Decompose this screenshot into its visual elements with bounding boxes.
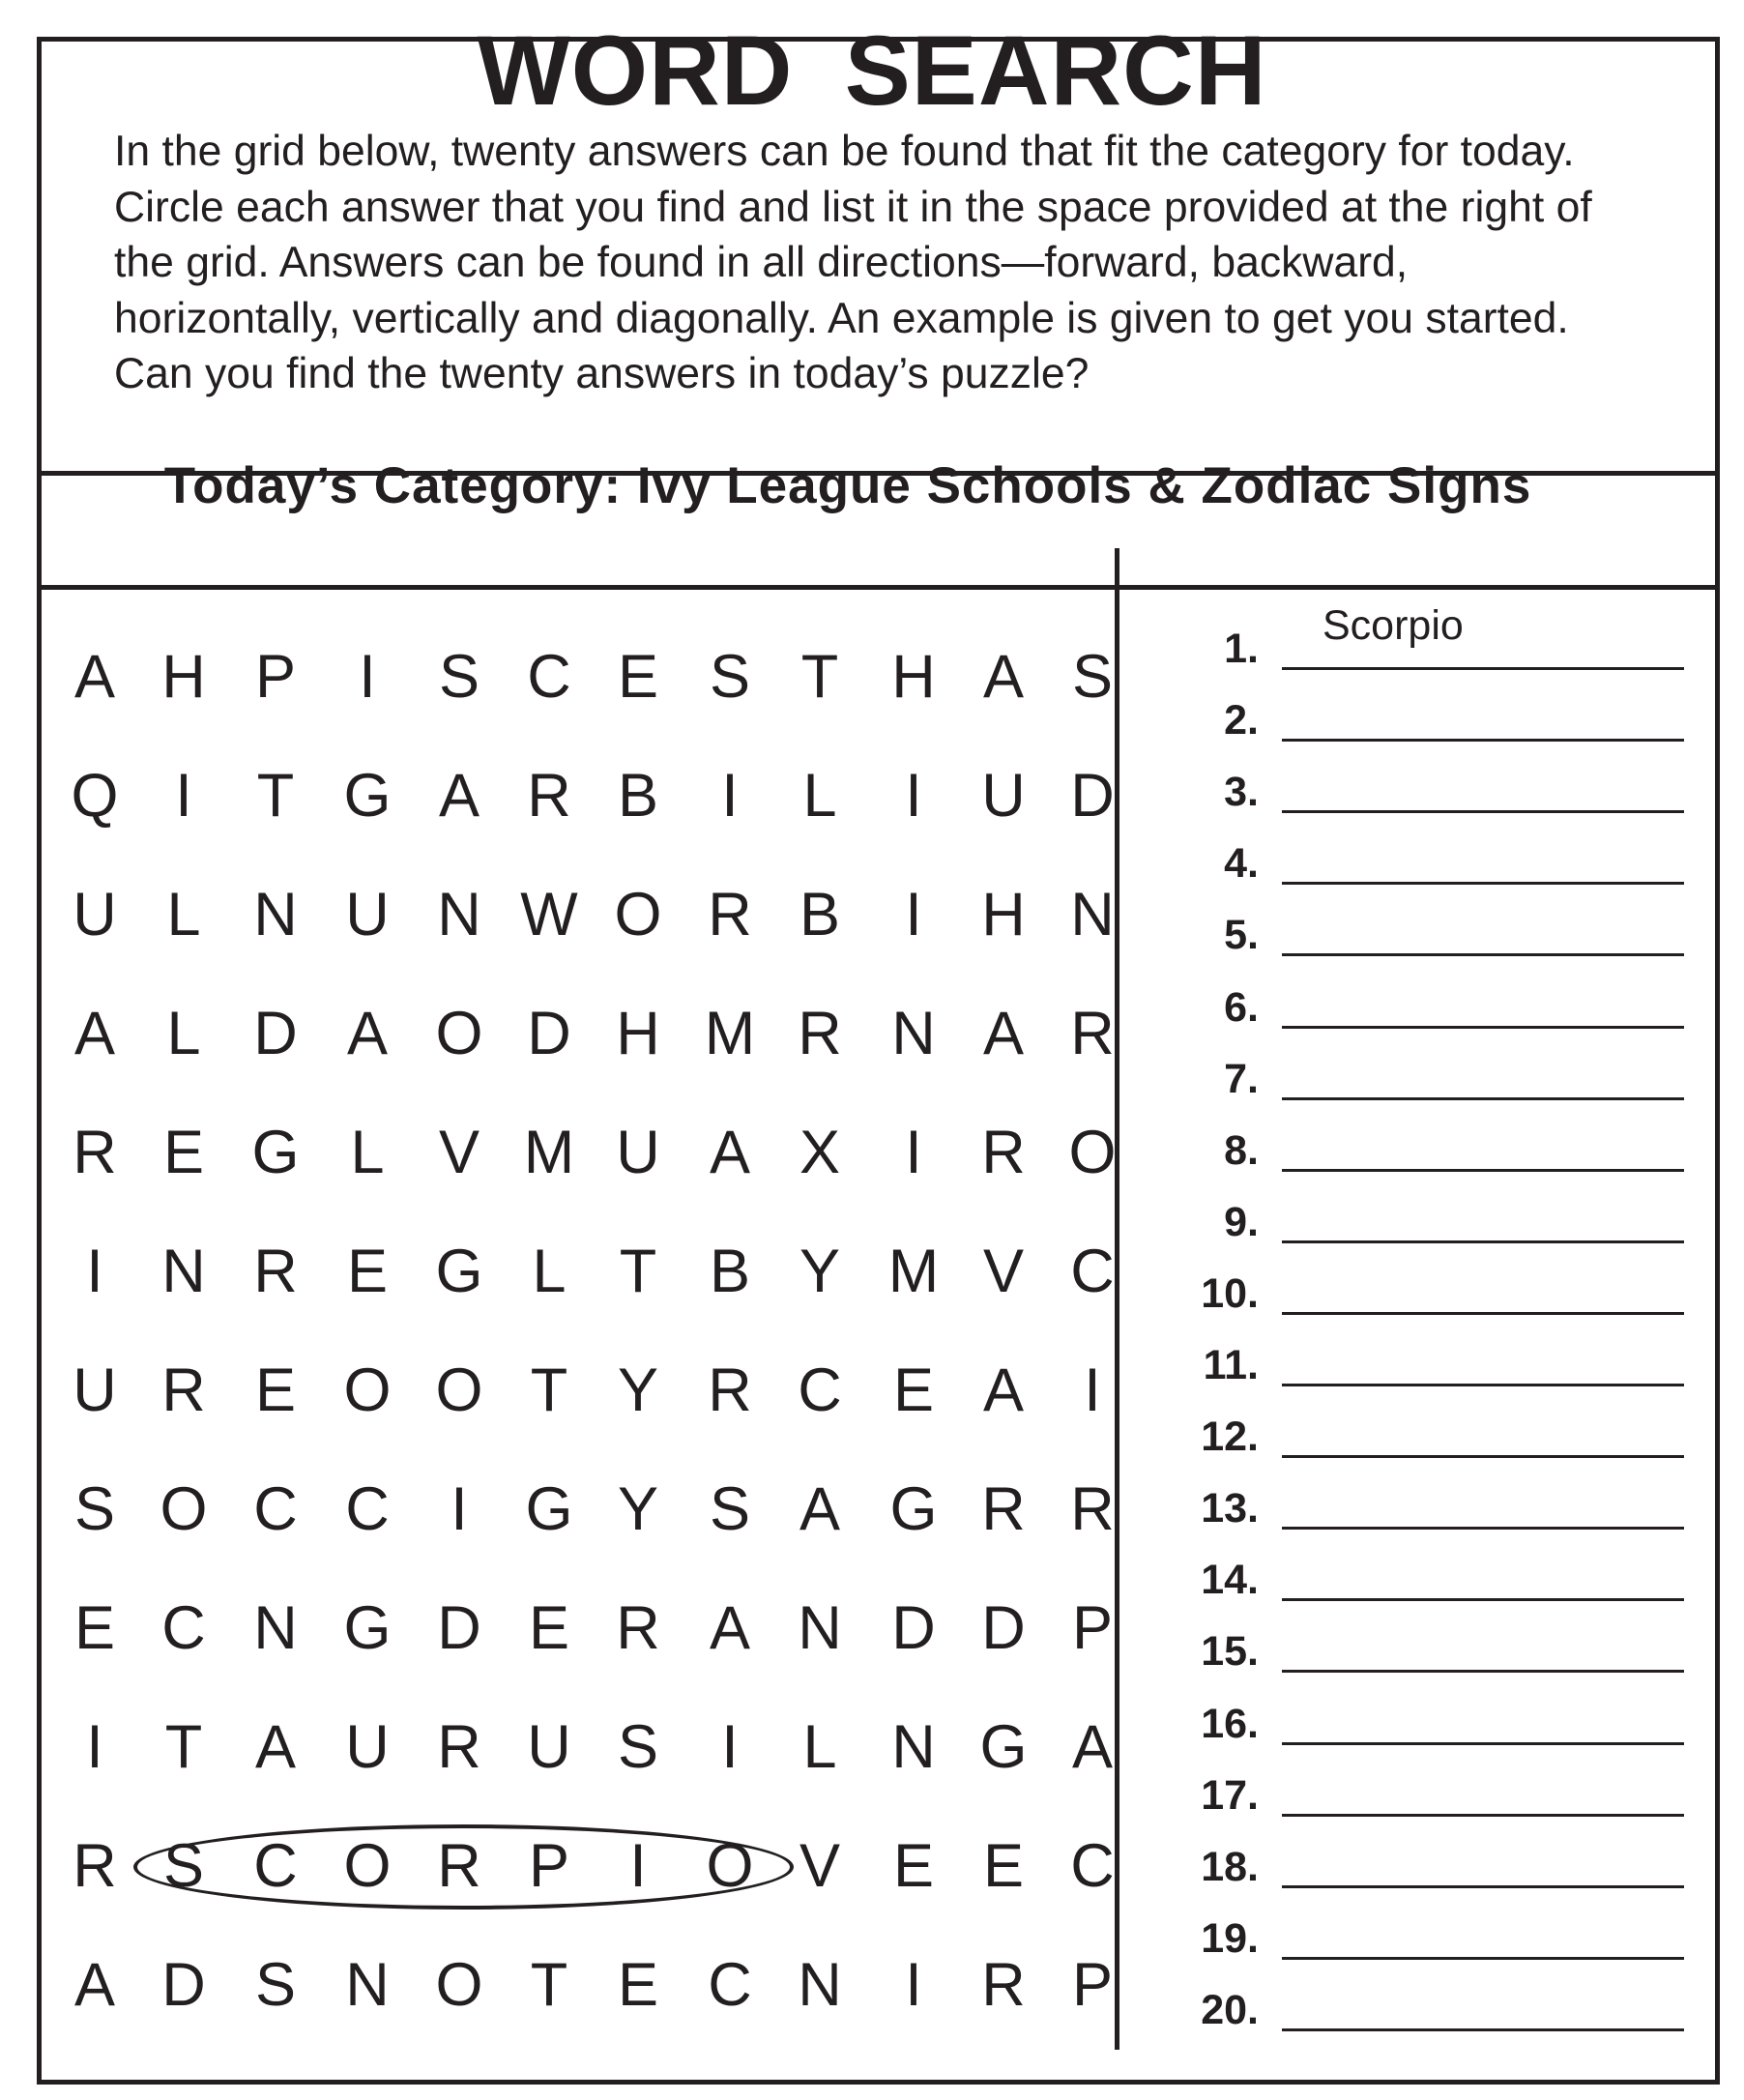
grid-letter[interactable]: D (437, 1594, 481, 1662)
grid-letter[interactable]: L (802, 1713, 837, 1781)
grid-letter[interactable]: L (350, 1119, 385, 1186)
grid-letter[interactable]: R (161, 1356, 206, 1424)
grid-letter[interactable]: S (73, 1475, 116, 1543)
grid-letter[interactable]: Y (617, 1356, 659, 1424)
grid-letter[interactable]: A (438, 762, 480, 830)
grid-letter[interactable]: M (887, 1238, 940, 1305)
grid-letter[interactable]: E (892, 1356, 935, 1424)
grid-letter[interactable]: G (251, 1119, 300, 1186)
grid-letter[interactable]: A (73, 1000, 116, 1067)
grid-letter[interactable]: O (343, 1356, 392, 1424)
grid-letter[interactable]: L (532, 1238, 567, 1305)
answer-line[interactable] (1282, 1169, 1684, 1172)
grid-letter[interactable]: R (798, 1000, 842, 1067)
grid-letter[interactable]: N (253, 1594, 298, 1662)
grid-letter[interactable]: N (161, 1238, 206, 1305)
answer-number: 12. (1201, 1414, 1259, 1461)
grid-letter[interactable]: E (73, 1594, 116, 1662)
grid-letter[interactable]: S (709, 1475, 751, 1543)
answer-line[interactable] (1282, 739, 1684, 742)
grid-letter[interactable]: R (616, 1594, 660, 1662)
answer-number: 13. (1201, 1485, 1259, 1532)
grid-letter[interactable]: U (73, 881, 117, 948)
grid-letter[interactable]: I (451, 1475, 468, 1543)
grid-letter[interactable]: R (1070, 1000, 1115, 1067)
grid-letter[interactable]: S (709, 643, 751, 711)
answer-number: 16. (1201, 1700, 1259, 1747)
grid-letter[interactable]: A (799, 1475, 841, 1543)
grid-letter[interactable]: W (520, 881, 578, 948)
grid-letter[interactable]: O (706, 1832, 754, 1900)
grid-letter[interactable]: R (437, 1713, 481, 1781)
grid-letter[interactable]: S (254, 1951, 297, 2019)
grid-letter[interactable]: I (905, 1951, 922, 2019)
grid-letter[interactable]: D (1070, 762, 1115, 830)
grid-letter[interactable]: A (346, 1000, 389, 1067)
grid-letter[interactable]: A (982, 1356, 1025, 1424)
grid-letter[interactable]: I (721, 762, 739, 830)
grid-letter[interactable]: C (253, 1832, 298, 1900)
grid-letter[interactable]: M (523, 1119, 575, 1186)
answer-number: 8. (1224, 1126, 1259, 1174)
grid-letter[interactable]: I (905, 762, 922, 830)
answer-number: 2. (1224, 697, 1259, 744)
grid-letter[interactable]: M (704, 1000, 756, 1067)
grid-letter[interactable]: I (1084, 1356, 1101, 1424)
answer-line[interactable] (1282, 953, 1684, 956)
grid-letter[interactable]: N (253, 881, 298, 948)
grid-letter[interactable]: T (256, 762, 295, 830)
answer-line[interactable] (1282, 810, 1684, 813)
grid-letter[interactable]: N (345, 1951, 390, 2019)
answer-line[interactable] (1282, 1814, 1684, 1817)
answer-line[interactable] (1282, 1598, 1684, 1601)
answer-line[interactable] (1282, 1885, 1684, 1888)
answer-number: 7. (1224, 1055, 1259, 1102)
grid-letter[interactable]: U (616, 1119, 660, 1186)
grid-letter[interactable]: R (527, 762, 571, 830)
grid-letter[interactable]: R (253, 1238, 298, 1305)
grid-letter[interactable]: O (435, 1356, 483, 1424)
grid-letter[interactable]: A (1071, 1713, 1114, 1781)
grid-letter[interactable]: V (799, 1832, 841, 1900)
grid-letter[interactable]: I (175, 762, 192, 830)
grid-letter[interactable]: G (343, 762, 392, 830)
grid-letter[interactable]: A (254, 1713, 297, 1781)
answer-number: 19. (1201, 1914, 1259, 1962)
answer-line[interactable] (1282, 882, 1684, 885)
grid-letter[interactable]: P (1071, 1594, 1114, 1662)
grid-letter[interactable]: R (1070, 1475, 1115, 1543)
grid-letter[interactable]: I (359, 643, 376, 711)
grid-letter[interactable]: B (617, 762, 659, 830)
answer-line[interactable] (1282, 1097, 1684, 1100)
grid-letter[interactable]: R (73, 1119, 117, 1186)
grid-letter[interactable]: P (254, 643, 297, 711)
puzzle-title: WORD SEARCH (477, 15, 1267, 126)
grid-letter[interactable]: I (86, 1713, 103, 1781)
grid-letter[interactable]: R (73, 1832, 117, 1900)
grid-letter[interactable]: H (981, 881, 1026, 948)
grid-letter[interactable]: D (253, 1000, 298, 1067)
grid-letter[interactable]: I (721, 1713, 739, 1781)
grid-letter[interactable]: G (525, 1475, 573, 1543)
grid-letter[interactable]: G (979, 1713, 1028, 1781)
grid-letter[interactable]: O (343, 1832, 392, 1900)
grid-letter[interactable]: E (892, 1832, 935, 1900)
grid-letter[interactable]: E (346, 1238, 389, 1305)
grid-letter[interactable]: C (527, 643, 571, 711)
grid-letter[interactable]: T (530, 1356, 568, 1424)
grid-letter[interactable]: A (73, 643, 116, 711)
answer-number: 9. (1224, 1198, 1259, 1245)
grid-letter[interactable]: T (164, 1713, 203, 1781)
grid-letter[interactable]: U (345, 1713, 390, 1781)
answer-line[interactable] (1282, 1957, 1684, 1960)
grid-letter[interactable]: A (709, 1119, 751, 1186)
answer-number: 3. (1224, 769, 1259, 816)
answer-line[interactable] (1282, 1670, 1684, 1673)
grid-letter[interactable]: V (982, 1238, 1025, 1305)
grid-letter[interactable]: U (527, 1713, 571, 1781)
answer-number: 11. (1203, 1342, 1259, 1388)
grid-letter[interactable]: E (162, 1119, 205, 1186)
answer-line[interactable] (1282, 1240, 1684, 1243)
grid-letter[interactable]: G (435, 1238, 483, 1305)
grid-letter[interactable]: B (799, 881, 841, 948)
grid-letter[interactable]: S (162, 1832, 205, 1900)
grid-letter[interactable]: E (528, 1594, 570, 1662)
grid-letter[interactable]: E (982, 1832, 1025, 1900)
grid-letter[interactable]: N (798, 1951, 842, 2019)
answer-number: 20. (1201, 1986, 1259, 2033)
example-answer-circle (133, 1824, 794, 1910)
grid-letter[interactable]: N (437, 881, 481, 948)
grid-letter[interactable]: R (708, 881, 752, 948)
instructions-text: In the grid below, twenty answers can be found that fit the category for today. Circle each answer that you find and list it in the space provided at the right of the grid. Answers can be found in all directions—forward, backward, horizontally, vertically and diagonally. An example is given to get you started. Can you find the twenty answers in today’s puzzle? (114, 128, 1592, 397)
grid-letter[interactable]: R (981, 1119, 1026, 1186)
grid-letter[interactable]: E (617, 1951, 659, 2019)
grid-letter[interactable]: U (981, 762, 1026, 830)
grid-letter[interactable]: C (253, 1475, 298, 1543)
grid-letter[interactable]: T (800, 643, 839, 711)
grid-letter[interactable]: S (617, 1713, 659, 1781)
grid-letter[interactable]: O (435, 1951, 483, 2019)
answer-line[interactable] (1282, 1455, 1684, 1458)
grid-letter[interactable]: A (982, 1000, 1025, 1067)
grid-letter[interactable]: I (86, 1238, 103, 1305)
grid-letter[interactable]: G (343, 1594, 392, 1662)
grid-letter[interactable]: L (802, 762, 837, 830)
grid-letter[interactable]: O (160, 1475, 208, 1543)
answer-number: 15. (1201, 1628, 1259, 1676)
grid-letter[interactable]: H (891, 643, 936, 711)
grid-letter[interactable]: Y (799, 1238, 841, 1305)
divider-category (42, 585, 1715, 590)
answer-line[interactable] (1282, 1742, 1684, 1745)
grid-letter[interactable]: C (161, 1594, 206, 1662)
answer-number: 5. (1224, 912, 1259, 959)
answer-line[interactable] (1282, 1312, 1684, 1315)
answer-text: Scorpio (1323, 602, 1464, 649)
answer-line[interactable] (1282, 1384, 1684, 1386)
grid-letter[interactable]: A (709, 1594, 751, 1662)
grid-letter[interactable]: R (437, 1832, 481, 1900)
grid-letter[interactable]: T (619, 1238, 657, 1305)
answer-number: 1. (1224, 626, 1259, 672)
grid-letter[interactable]: A (73, 1951, 116, 2019)
grid-letter[interactable]: A (982, 643, 1025, 711)
grid-letter[interactable]: V (438, 1119, 480, 1186)
grid-letter[interactable]: N (1070, 881, 1115, 948)
grid-letter[interactable]: E (617, 643, 659, 711)
grid-letter[interactable]: S (438, 643, 480, 711)
grid-letter[interactable]: R (708, 1356, 752, 1424)
grid-letter[interactable]: D (981, 1594, 1026, 1662)
grid-letter[interactable]: I (629, 1832, 647, 1900)
grid-letter[interactable]: C (798, 1356, 842, 1424)
grid-letter[interactable]: N (891, 1000, 936, 1067)
grid-letter[interactable]: D (891, 1594, 936, 1662)
grid-letter[interactable]: I (905, 881, 922, 948)
grid-letter[interactable]: T (530, 1951, 568, 2019)
grid-letter[interactable]: E (254, 1356, 297, 1424)
grid-letter[interactable]: O (435, 1000, 483, 1067)
grid-letter[interactable]: X (799, 1119, 841, 1186)
grid-letter[interactable]: H (161, 643, 206, 711)
category-label: Today’s Category: Ivy League Schools & Zodiac Signs (163, 457, 1532, 514)
answer-line[interactable] (1282, 667, 1684, 670)
grid-letter[interactable]: C (708, 1951, 752, 2019)
answer-line[interactable] (1282, 2028, 1684, 2031)
grid-letter[interactable]: P (528, 1832, 570, 1900)
answer-number: 14. (1201, 1557, 1259, 1604)
grid-letter[interactable]: P (1071, 1951, 1114, 2019)
grid-letter[interactable]: C (345, 1475, 390, 1543)
answer-number: 4. (1224, 840, 1259, 888)
grid-letter[interactable]: L (166, 1000, 201, 1067)
grid-letter[interactable]: S (1071, 643, 1114, 711)
grid-letter[interactable]: O (1068, 1119, 1117, 1186)
grid-letter[interactable]: U (345, 881, 390, 948)
grid-letter[interactable]: D (527, 1000, 571, 1067)
grid-letter[interactable]: U (73, 1356, 117, 1424)
grid-letter[interactable]: H (616, 1000, 660, 1067)
grid-letter[interactable]: L (166, 881, 201, 948)
grid-letter[interactable]: Y (617, 1475, 659, 1543)
grid-letter[interactable]: N (798, 1594, 842, 1662)
grid-letter[interactable]: N (891, 1713, 936, 1781)
answer-line[interactable] (1282, 1527, 1684, 1530)
grid-letter[interactable]: C (1070, 1832, 1115, 1900)
answer-line[interactable] (1282, 1026, 1684, 1029)
grid-letter[interactable]: G (889, 1475, 938, 1543)
answer-number: 17. (1201, 1771, 1259, 1819)
grid-letter[interactable]: B (709, 1238, 751, 1305)
answer-number: 10. (1201, 1269, 1259, 1317)
grid-letter[interactable]: D (161, 1951, 206, 2019)
grid-letter[interactable]: I (905, 1119, 922, 1186)
grid-letter[interactable]: Q (71, 762, 119, 830)
grid-letter[interactable]: C (1070, 1238, 1115, 1305)
answer-number: 6. (1224, 983, 1259, 1031)
answer-number: 18. (1201, 1843, 1259, 1890)
grid-letter[interactable]: R (981, 1475, 1026, 1543)
grid-letter[interactable]: O (614, 881, 662, 948)
grid-letter[interactable]: R (981, 1951, 1026, 2019)
